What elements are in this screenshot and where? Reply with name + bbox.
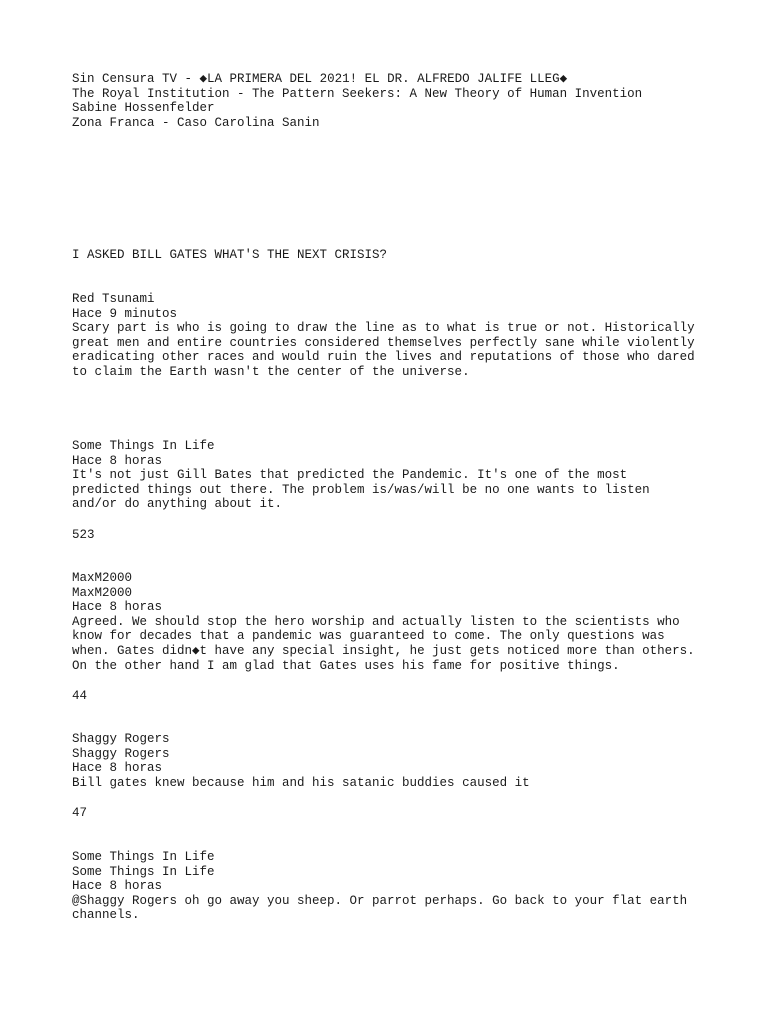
comment-time: Hace 8 horas — [72, 453, 163, 468]
comment-author[interactable]: MaxM2000 — [72, 571, 133, 585]
comment-text-line: channels. — [72, 908, 140, 923]
comment — [72, 850, 712, 923]
like-count — [72, 806, 712, 821]
video-title-text: I ASKED BILL GATES WHAT'S THE NEXT CRISIS? — [72, 248, 388, 262]
related-link[interactable]: Zona Franca - Caso Carolina Sanin — [72, 115, 320, 130]
comment-text-line: know for decades that a pandemic was guaranteed to come. The only questions was — [72, 629, 665, 644]
video-title — [72, 248, 712, 263]
comment-author-repeat[interactable]: MaxM2000 — [72, 585, 133, 600]
comment-text-line: to claim the Earth wasn't the center of the universe. — [72, 364, 470, 379]
comment-text-line: On the other hand I am glad that Gates uses his fame for positive things. — [72, 658, 620, 673]
comment-author[interactable]: Some Things In Life — [72, 850, 215, 864]
comment-author[interactable]: Some Things In Life — [72, 439, 215, 453]
like-count — [72, 689, 712, 704]
like-count — [72, 528, 712, 543]
comment-text-line: It's not just Gill Bates that predicted the Pandemic. It's one of the most — [72, 468, 628, 483]
comment-text-line: eradicating other races and would ruin the lives and reputations of those who dared — [72, 350, 695, 365]
comment-text-line: and/or do anything about it. — [72, 497, 283, 512]
like-count-value: 47 — [72, 806, 88, 820]
like-count-value: 44 — [72, 689, 88, 703]
comment — [72, 571, 712, 673]
comment-author-repeat[interactable]: Shaggy Rogers — [72, 746, 170, 761]
comment-text-line: when. Gates didn◆t have any special insight, he just gets noticed more than others. — [72, 643, 695, 658]
comment-author-repeat[interactable]: Some Things In Life — [72, 864, 215, 879]
comment — [72, 732, 712, 790]
comment-text-line: Agreed. We should stop the hero worship and actually listen to the scientists who — [72, 614, 680, 629]
related-link[interactable]: Sabine Hossenfelder — [72, 101, 215, 116]
comment-text-line: great men and entire countries considered themselves perfectly sane while violently — [72, 335, 695, 350]
comment-text-line: Scary part is who is going to draw the line as to what is true or not. Historically — [72, 321, 695, 336]
comment-text-line: predicted things out there. The problem is/was/will be no one wants to listen — [72, 482, 650, 497]
like-count-value: 523 — [72, 528, 95, 542]
comment — [72, 292, 712, 380]
comment-time: Hace 9 minutos — [72, 306, 178, 321]
comment-author[interactable]: Shaggy Rogers — [72, 732, 170, 746]
comment-text-line: Bill gates knew because him and his satanic buddies caused it — [72, 775, 530, 790]
comment-time: Hace 8 horas — [72, 761, 163, 776]
comment — [72, 439, 712, 512]
related-link[interactable]: Sin Censura TV - ◆LA PRIMERA DEL 2021! EL DR. ALFREDO JALIFE LLEG◆ — [72, 72, 568, 86]
related-links — [72, 72, 712, 130]
comment-text-line: @Shaggy Rogers oh go away you sheep. Or parrot perhaps. Go back to your flat earth — [72, 893, 688, 908]
comment-time: Hace 8 horas — [72, 600, 163, 615]
related-link[interactable]: The Royal Institution - The Pattern Seekers: A New Theory of Human Invention — [72, 86, 643, 101]
comment-time: Hace 8 horas — [72, 879, 163, 894]
comment-author[interactable]: Red Tsunami — [72, 292, 155, 306]
